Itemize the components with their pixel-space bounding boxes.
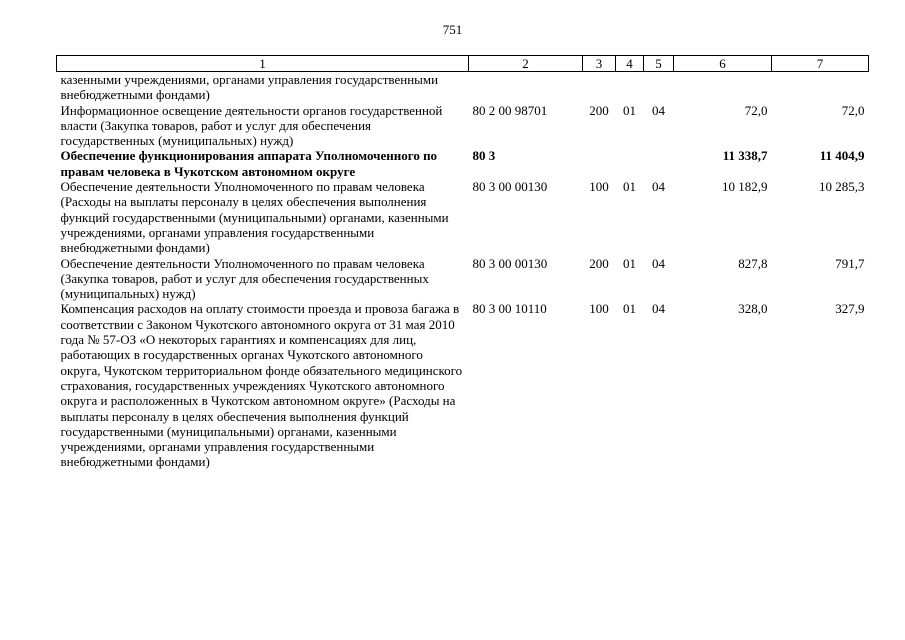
table-row (57, 72, 869, 103)
row-code: 80 3 00 00130 (472, 179, 548, 195)
table-row (57, 179, 869, 255)
row-value-2: 327,9 (835, 301, 865, 317)
row-value-1: 72,0 (744, 102, 768, 118)
row-code: 80 2 00 98701 (472, 102, 548, 118)
table-header-row (57, 56, 869, 72)
budget-table (56, 55, 869, 470)
row-rz: 01 (623, 102, 636, 118)
row-vr: 100 (589, 179, 609, 195)
row-value-2: 72,0 (841, 102, 865, 118)
row-rz: 01 (623, 301, 636, 317)
table-row-section (57, 148, 869, 179)
row-rz (616, 148, 644, 179)
row-name: Обеспечение деятельности Уполномоченного по правам человека (Закупка товаров, работ и услуг для обеспечения государственных (муниципальных) нужд) (60, 255, 429, 302)
row-pr: 04 (652, 102, 665, 118)
row-rz: 01 (623, 179, 636, 195)
row-vr: 100 (589, 301, 609, 317)
page-number: 751 (442, 22, 463, 37)
row-value-1: 11 338,7 (722, 148, 768, 164)
row-rz (616, 72, 644, 103)
row-value-1: 827,8 (738, 255, 768, 271)
row-pr: 04 (652, 179, 665, 195)
table-row (57, 301, 869, 469)
row-value-2 (772, 72, 869, 103)
column-header-3: 3 (583, 56, 616, 72)
row-vr (583, 72, 616, 103)
column-header-7: 7 (772, 56, 869, 72)
row-pr (644, 148, 674, 179)
row-value-1: 328,0 (738, 301, 768, 317)
column-header-4: 4 (616, 56, 644, 72)
row-vr (583, 148, 616, 179)
row-code (469, 72, 583, 103)
row-value-1 (674, 72, 772, 103)
row-value-2: 791,7 (835, 255, 865, 271)
row-name: Обеспечение деятельности Уполномоченного по правам человека (Расходы на выплаты персоналу в целях обеспечения выполнения функций государственными (муниципальными) органами, казенными учреждениями, органами управления государственными внебюджетными фондами) (60, 179, 449, 256)
row-name: Обеспечение функционирования аппарата Уполномоченного по правам человека в Чукотском автономном округе (60, 148, 438, 179)
row-name: Компенсация расходов на оплату стоимости проезда и провоза багажа в соответствии с Законом Чукотского автономного округа от 31 мая 2010 года № 57-ОЗ «О некоторых гарантиях и компенсациях для лиц, работающих в государственных органах Чукотского автономного округа, Чукотском территориальном фонде обязательного медицинского страхования, государственных учреждениях Чукотского автономного округа и расположенных в Чукотском автономном округе» (Расходы на выплаты персоналу в целях обеспечения выполнения функций государственными (муниципальными) органами, казенными учреждениями, органами управления государственными внебюджетными фондами) (60, 301, 463, 470)
row-vr: 200 (589, 102, 609, 118)
row-vr: 200 (589, 255, 609, 271)
column-header-2: 2 (469, 56, 583, 72)
row-rz: 01 (623, 255, 636, 271)
row-code: 80 3 00 10110 (472, 301, 547, 317)
row-code: 80 3 00 00130 (472, 255, 548, 271)
row-pr: 04 (652, 255, 665, 271)
table-row (57, 256, 869, 302)
row-value-2: 10 285,3 (819, 179, 865, 195)
row-value-1: 10 182,9 (722, 179, 768, 195)
column-header-5: 5 (644, 56, 674, 72)
row-name: Информационное освещение деятельности органов государственной власти (Закупка товаров, работ и услуг для обеспечения государственных (муниципальных) нужд) (60, 102, 443, 149)
table-row (57, 103, 869, 149)
column-header-6: 6 (674, 56, 772, 72)
column-header-1: 1 (57, 56, 469, 72)
row-pr: 04 (652, 301, 665, 317)
row-value-2: 11 404,9 (819, 148, 865, 164)
row-pr (644, 72, 674, 103)
row-name: казенными учреждениями, органами управления государственными внебюджетными фондами) (60, 72, 439, 103)
row-code: 80 3 (472, 148, 496, 164)
